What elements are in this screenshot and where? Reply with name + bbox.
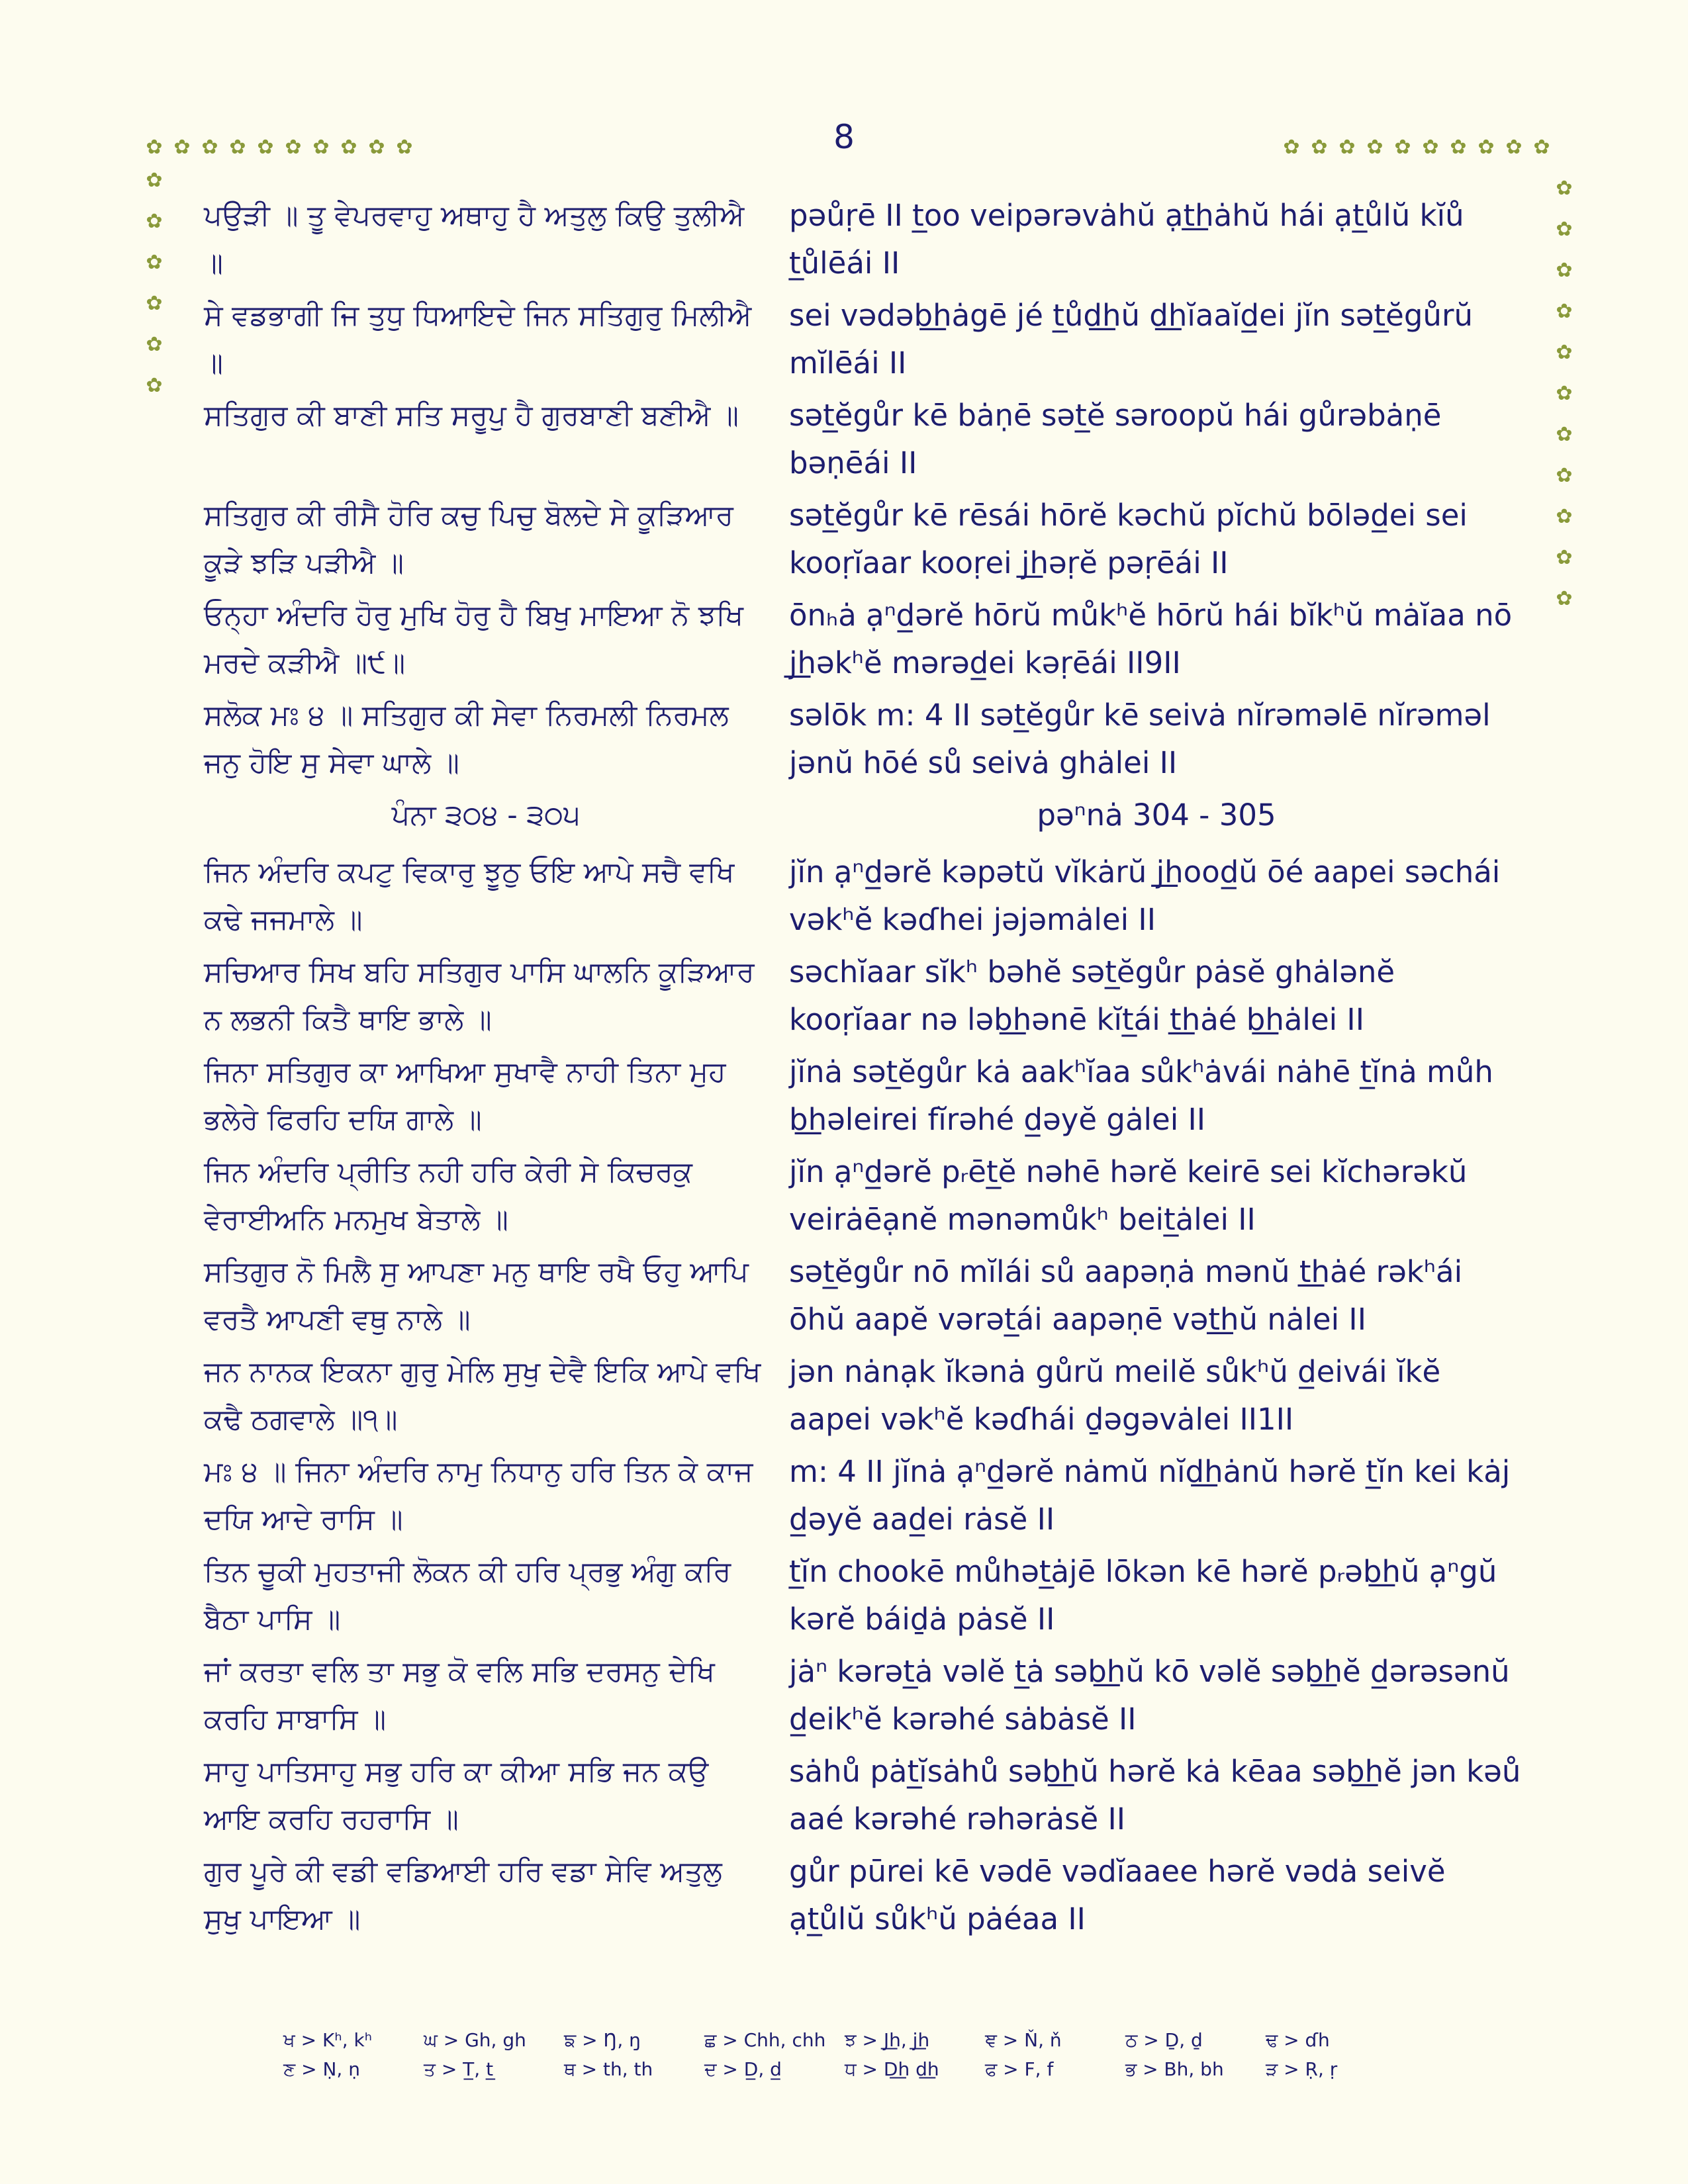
flower-ornament-icon: ✿ [1556,300,1573,323]
gurmukhi-text: ਤਿਨ ਚੂਕੀ ਮੁਹਤਾਜੀ ਲੋਕਨ ਕੀ ਹਰਿ ਪ੍ਰਭੁ ਅੰਗੁ ਕਰਿ ਬੈਠਾ ਪਾਸਿ ॥ [204,1555,731,1636]
flower-ornament-icon: ✿ [1477,136,1495,159]
legend-item: ਝ > J͟h, j͟h [845,2029,930,2051]
flower-ornament-icon: ✿ [368,136,385,159]
flower-ornament-icon: ✿ [146,292,163,315]
verse-row [204,848,1528,944]
flower-ornament-icon: ✿ [146,374,163,397]
flower-ornament-icon: ✿ [1556,218,1573,241]
flower-ornament-icon: ✿ [1556,505,1573,528]
gurmukhi-text: ਸਤਿਗੁਰ ਨੋ ਮਿਲੈ ਸੁ ਆਪਣਾ ਮਨੁ ਥਾਇ ਰਖੈ ਓਹੁ ਆਪਿ ਵਰਤੈ ਆਪਣੀ ਵਥੁ ਨਾਲੇ ॥ [204,1255,749,1336]
transliteration-text: jĭn ạⁿd̲ərĕ pᵣēt̲ĕ nəhē hərĕ keirē sei kĭchərəkŭ veirȧēạnĕ mənəmůkʰ beit̲ȧlei II [789,1154,1468,1237]
flower-ornament-icon: ✿ [146,333,163,356]
gurmukhi-text: ਸਲੋਕ ਮਃ ੪ ॥ ਸਤਿਗੁਰ ਕੀ ਸੇਵਾ ਨਿਰਮਲੀ ਨਿਰਮਲ ਜਨੁ ਹੋਇ ਸੁ ਸੇਵਾ ਘਾਲੇ ॥ [204,699,729,780]
transliteration-text: sət̲ĕgůr kē rēsái hōrĕ kəchŭ pĭchŭ bōləd̲ei sei kooṛĭaar kooṛei j͟həṛĕ pəṛēái II [789,498,1468,580]
section-heading-gurmukhi: ਪੰਨਾ ੩੦੪ - ੩੦੫ [391,799,581,832]
verse-row [204,948,1528,1044]
transliteration-text: səchĭaar sĭkʰ bəhĕ sət̲ĕgůr pȧsĕ ghȧlənĕ kooṛĭaar nə ləb͟hənē kĭt̲ái t͟hȧé b͟hȧlei II [789,954,1395,1037]
verse-row [204,192,1528,287]
gurmukhi-text: ਗੁਰ ਪੂਰੇ ਕੀ ਵਡੀ ਵਡਿਆਈ ਹਰਿ ਵਡਾ ਸੇਵਿ ਅਤੁਲੁ ਸੁਖੁ ਪਾਇਆ ॥ [204,1855,722,1936]
flower-ornament-icon: ✿ [146,251,163,274]
transliteration-text: sei vədəb͟hȧgē jé t̲ůd͟hŭ d͟hĭaaĭd̲ei jĭn sət̲ĕgůrŭ mĭlēái II [789,298,1473,381]
legend-item: ਦ > D̲, d̲ [704,2058,782,2080]
transliteration-text: jĭn ạⁿd̲ərĕ kəpətŭ vĭkȧrŭ j͟hood̲ŭ ōé aapei səchái vəkʰĕ kəɗhei jəjəmȧlei II [789,854,1501,937]
verse-row [204,1648,1528,1743]
flower-ornament-icon: ✿ [1505,136,1523,159]
flower-ornament-icon: ✿ [1394,136,1411,159]
legend-item: ਙ > Ŋ, ŋ [564,2029,641,2051]
gurmukhi-text: ਓਨ੍ਹਾ ਅੰਦਰਿ ਹੋਰੁ ਮੁਖਿ ਹੋਰੁ ਹੈ ਬਿਖੁ ਮਾਇਆ ਨੋ ਝਖਿ ਮਰਦੇ ਕੜੀਐ ॥੯॥ [204,599,743,680]
flower-ornament-icon: ✿ [229,136,246,159]
flower-ornament-icon: ✿ [146,136,163,159]
transliteration-text: ōnₕȧ ạⁿd̲ərĕ hōrŭ můkʰĕ hōrŭ hái bĭkʰŭ mȧĭaa nō j͟həkʰĕ mərəd̲ei kəṛēái II9II [789,598,1513,680]
legend-item: ੜ > Ṛ, ṛ [1266,2058,1338,2080]
legend-item: ਣ > Ṇ, ṇ [283,2058,360,2080]
verse-row [204,492,1528,587]
transliteration-text: t̲ĭn chookē můhət̲ȧjē lōkən kē hərĕ pᵣəb͟hŭ ạⁿgŭ kərĕ báiḏȧ pȧsĕ II [789,1554,1497,1637]
verse-row [204,1548,1528,1643]
section-heading [204,792,1528,839]
gurmukhi-text: ਜਿਨ ਅੰਦਰਿ ਕਪਟੁ ਵਿਕਾਰੁ ਝੂਠੁ ਓਇ ਆਪੇ ਸਚੈ ਵਖਿ ਕਢੇ ਜਜਮਾਲੇ ॥ [204,856,735,936]
flower-ornament-icon: ✿ [1366,136,1383,159]
flower-ornament-icon: ✿ [1283,136,1300,159]
legend-item: ਫ > F, f [985,2058,1054,2080]
transliteration-text: sət̲ĕgůr kē bȧṇē sət̲ĕ səroopŭ hái gůrəbȧṇē bəṇēái II [789,398,1442,480]
flower-ornament-icon: ✿ [1556,464,1573,487]
flower-ornament-icon: ✿ [257,136,274,159]
transliteration-text: sət̲ĕgůr nō mĭlái sů aapəṇȧ mənŭ t͟hȧé rəkʰái ōhŭ aapĕ vərət̲ái aapəṇē vət͟hŭ nȧlei II [789,1254,1463,1337]
transliteration-text: jȧⁿ kərət̲ȧ vəlĕ t̲ȧ səb͟hŭ kō vəlĕ səb͟hĕ d̲ərəsənŭ d̲eikʰĕ kərəhé sȧbȧsĕ II [789,1654,1510,1737]
flower-ornament-icon: ✿ [312,136,330,159]
flower-ornament-icon: ✿ [1556,259,1573,282]
legend-item: ਢ > ɗh [1266,2029,1330,2051]
verse-row [204,1148,1528,1244]
transliteration-text: səlōk m: 4 II sət̲ĕgůr kē seivȧ nĭrəməlē nĭrəməl jənŭ hōé sů seivȧ ghȧlei II [789,698,1491,780]
legend-item: ਘ > Gh, gh [424,2029,526,2051]
transliteration-text: jən nȧnạk ĭkənȧ gůrŭ meilĕ sůkʰŭ d̲eivái ĭkĕ aapei vəkʰĕ kəɗhái ḏəgəvȧlei II1II [789,1354,1441,1437]
gurmukhi-text: ਜਾਂ ਕਰਤਾ ਵਲਿ ਤਾ ਸਭੁ ਕੋ ਵਲਿ ਸਭਿ ਦਰਸਨੁ ਦੇਖਿ ਕਰਹਿ ਸਾਬਾਸਿ ॥ [204,1655,715,1736]
flower-ornament-icon: ✿ [1556,341,1573,364]
gurmukhi-text: ਪਉੜੀ ॥ ਤੂ ਵੇਪਰਵਾਹੁ ਅਥਾਹੁ ਹੈ ਅਤੁਲੁ ਕਿਉ ਤੁਲੀਐ ॥ [204,199,745,280]
gurmukhi-text: ਸਾਹੁ ਪਾਤਿਸਾਹੁ ਸਭੁ ਹਰਿ ਕਾ ਕੀਆ ਸਭਿ ਜਨ ਕਉ ਆਇ ਕਰਹਿ ਰਹਰਾਸਿ ॥ [204,1755,709,1836]
legend-item: ਥ > th, th [564,2058,653,2080]
gurmukhi-text: ਸੇ ਵਡਭਾਗੀ ਜਿ ਤੁਧੁ ਧਿਆਇਦੇ ਜਿਨ ਸਤਿਗੁਰੁ ਮਿਲੀਐ ॥ [204,299,752,380]
legend-item: ਖ > Kʰ, kʰ [283,2029,373,2051]
flower-ornament-icon: ✿ [1556,382,1573,405]
gurmukhi-text: ਜਨ ਨਾਨਕ ਇਕਨਾ ਗੁਰੁ ਮੇਲਿ ਸੁਖੁ ਦੇਵੈ ਇਕਿ ਆਪੇ ਵਖਿ ਕਢੈ ਠਗਵਾਲੇ ॥੧॥ [204,1355,761,1436]
flower-ornament-icon: ✿ [396,136,413,159]
text-columns [204,192,1528,1948]
flower-ornament-icon: ✿ [340,136,357,159]
flower-ornament-icon: ✿ [285,136,302,159]
transliteration-legend [283,2029,1409,2081]
verse-block-1 [204,192,1528,787]
verse-row [204,1248,1528,1343]
verse-row [204,1748,1528,1843]
transliteration-text: jĭnȧ sət̲ĕgůr kȧ aakʰĭaa sůkʰȧvái nȧhē t̲ĭnȧ můh b͟həleirei fĭrəhé d̲əyĕ gȧlei II [789,1054,1493,1137]
gurmukhi-text: ਸਤਿਗੁਰ ਕੀ ਰੀਸੈ ਹੋਰਿ ਕਚੁ ਪਿਚੁ ਬੋਲਦੇ ਸੇ ਕੂੜਿਆਰ ਕੂੜੇ ਝੜਿ ਪੜੀਐ ॥ [204,499,733,580]
legend-item: ਭ > Bh, bh [1125,2058,1224,2080]
legend-item: ਛ > Chh, chh [704,2029,826,2051]
flower-ornament-icon: ✿ [1450,136,1467,159]
legend-item: ਧ > D͟h d͟h [845,2058,939,2080]
verse-row [204,692,1528,787]
gurmukhi-text: ਸਚਿਆਰ ਸਿਖ ਬਹਿ ਸਤਿਗੁਰ ਪਾਸਿ ਘਾਲਨਿ ਕੂੜਿਆਰ ਨ ਲਭਨੀ ਕਿਤੈ ਥਾਇ ਭਾਲੇ ॥ [204,956,755,1036]
legend-item: ਞ > Ň, ň [985,2029,1062,2051]
flower-ornament-icon: ✿ [1533,136,1550,159]
page-number: 8 [833,118,855,156]
legend-item: ਠ > Ḏ, ḏ [1125,2029,1203,2051]
verse-row [204,1048,1528,1144]
verse-row [204,1448,1528,1543]
flower-ornament-icon: ✿ [173,136,191,159]
transliteration-text: m: 4 II jĭnȧ ạⁿd̲ərĕ nȧmŭ nĭd͟hȧnŭ hərĕ t̲ĭn kei kȧj d̲əyĕ aad̲ei rȧsĕ II [789,1454,1511,1537]
flower-ornament-icon: ✿ [1556,546,1573,569]
flower-ornament-icon: ✿ [1556,177,1573,200]
verse-row [204,592,1528,687]
transliteration-text: sȧhů pȧt̲ĭsȧhů səb͟hŭ hərĕ kȧ kēaa səb͟hĕ jən kəů aaé kərəhé rəhərȧsĕ II [789,1754,1521,1837]
flower-ornament-icon: ✿ [146,210,163,233]
flower-ornament-icon: ✿ [1422,136,1439,159]
flower-ornament-icon: ✿ [146,169,163,192]
verse-row [204,392,1528,487]
flower-ornament-icon: ✿ [1338,136,1356,159]
transliteration-text: gůr pūrei kē vədē vədĭaaee hərĕ vədȧ seivĕ ạt̲ůlŭ sůkʰŭ pȧéaa II [789,1854,1446,1936]
section-heading-translit: pəⁿnȧ 304 - 305 [1037,797,1276,833]
gurmukhi-text: ਜਿਨਾ ਸਤਿਗੁਰ ਕਾ ਆਖਿਆ ਸੁਖਾਵੈ ਨਾਹੀ ਤਿਨਾ ਮੁਹ ਭਲੇਰੇ ਫਿਰਹਿ ਦਯਿ ਗਾਲੇ ॥ [204,1056,726,1136]
gurmukhi-text: ਸਤਿਗੁਰ ਕੀ ਬਾਣੀ ਸਤਿ ਸਰੂਪੁ ਹੈ ਗੁਰਬਾਣੀ ਬਣੀਐ ॥ [204,399,739,432]
gurmukhi-text: ਜਿਨ ਅੰਦਰਿ ਪ੍ਰੀਤਿ ਨਹੀ ਹਰਿ ਕੇਰੀ ਸੇ ਕਿਚਰਕੁ ਵੇਰਾਈਅਨਿ ਮਨਮੁਖ ਬੇਤਾਲੇ ॥ [204,1156,692,1236]
legend-item: ਤ > T̲, t̲ [424,2058,494,2080]
flower-ornament-icon: ✿ [1556,423,1573,446]
flower-ornament-icon: ✿ [1311,136,1328,159]
verse-row [204,1348,1528,1443]
verse-row [204,1848,1528,1943]
verse-row [204,292,1528,387]
verse-block-2 [204,848,1528,1943]
transliteration-text: pəůṛē II t̲oo veipərəvȧhŭ ạt͟hȧhŭ hái ạt̲ůlŭ kĭů t̲ůlēái II [789,198,1464,281]
flower-ornament-icon: ✿ [1556,587,1573,610]
gurmukhi-text: ਮਃ ੪ ॥ ਜਿਨਾ ਅੰਦਰਿ ਨਾਮੁ ਨਿਧਾਨੁ ਹਰਿ ਤਿਨ ਕੇ ਕਾਜ ਦਯਿ ਆਦੇ ਰਾਸਿ ॥ [204,1455,753,1536]
flower-ornament-icon: ✿ [201,136,218,159]
